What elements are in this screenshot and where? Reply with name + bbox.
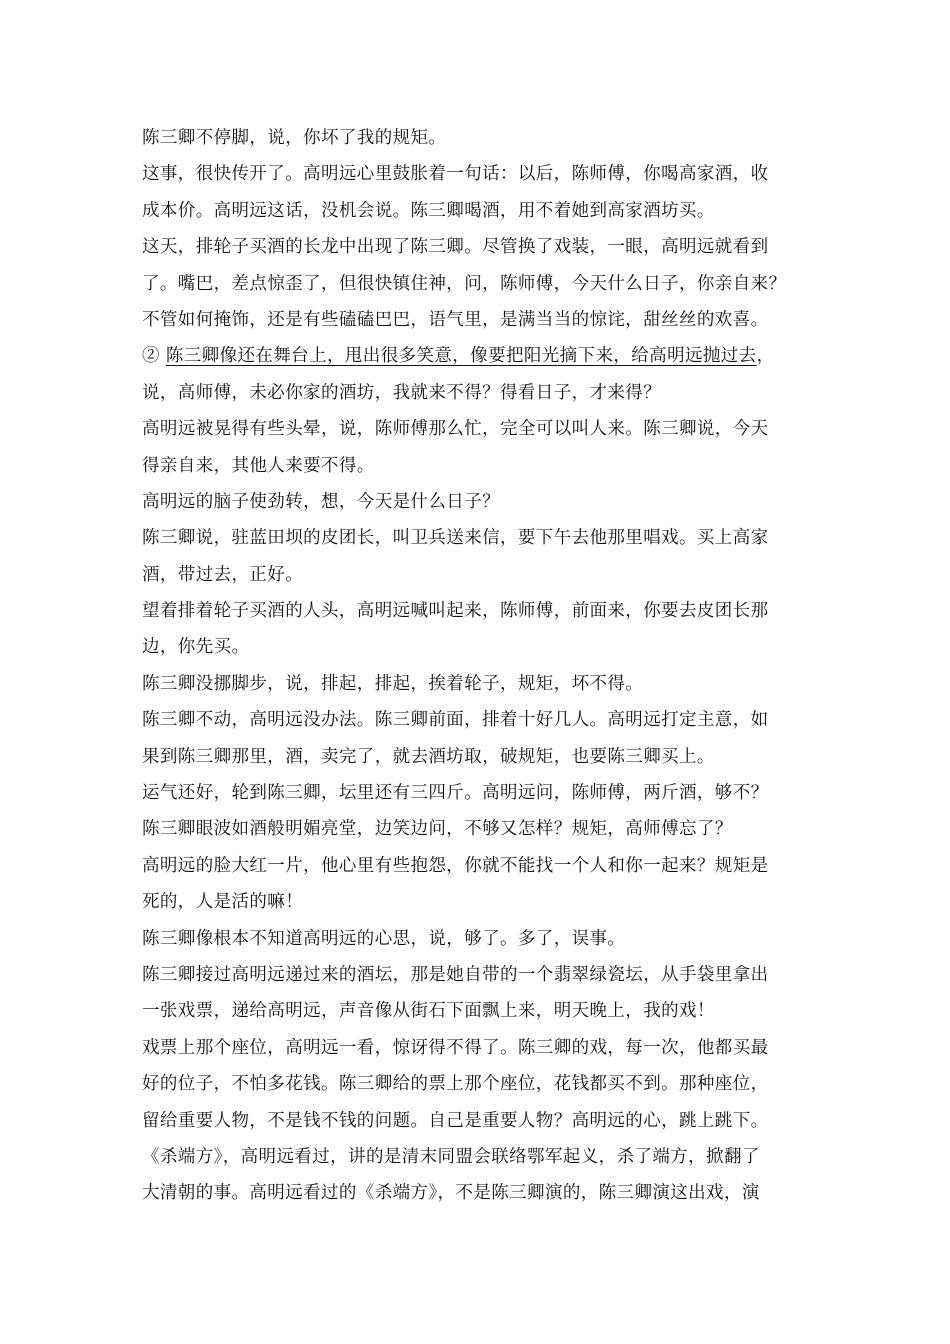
text-line: 陈三卿不动，高明远没办法。陈三卿前面，排着十好几人。高明远打定主意，如	[142, 710, 769, 731]
text-line: 留给重要人物，不是钱不钱的问题。自己是重要人物？高明远的心，跳上跳下。	[142, 1110, 769, 1131]
text-line: 《杀端方》，高明远看过，讲的是清末同盟会联络鄂军起义，杀了端方，掀翻了	[142, 1146, 760, 1167]
text-line: 果到陈三卿那里，酒，卖完了，就去酒坊取，破规矩，也要陈三卿买上。	[142, 746, 715, 767]
text-line: 运气还好，轮到陈三卿，坛里还有三四斤。高明远问，陈师傅，两斤酒，够不？	[142, 783, 769, 804]
text-line: 不管如何掩饰，还是有些磕磕巴巴，语气里，是满当当的惊诧，甜丝丝的欢喜。	[142, 309, 769, 330]
text-line: 陈三卿没挪脚步，说，排起，排起，挨着轮子，规矩，坏不得。	[142, 673, 644, 694]
text-line: 陈三卿像根本不知道高明远的心思，说，够了。多了，误事。	[142, 928, 626, 949]
text-line: 成本价。高明远这话，没机会说。陈三卿喝酒，用不着她到高家酒坊买。	[142, 200, 715, 221]
underlined-sentence: 陈三卿像还在舞台上，甩出很多笑意，像要把阳光摘下来，给高明远抛过去	[165, 346, 757, 367]
annotation-marker: ②	[142, 346, 166, 367]
document-body	[142, 120, 822, 1212]
text-line: 了。嘴巴，差点惊歪了，但很快镇住神，问，陈师傅，今天什么日子，你亲自来？	[142, 273, 787, 294]
text-line: 一张戏票，递给高明远，声音像从街石下面飘上来，明天晚上，我的戏！	[142, 1001, 715, 1022]
text-line: 这事，很快传开了。高明远心里鼓胀着一句话：以后，陈师傅，你喝高家酒，收	[142, 164, 769, 185]
text-line: 戏票上那个座位，高明远一看，惊讶得不得了。陈三卿的戏，每一次，他都买最	[142, 1037, 769, 1058]
text-line: 高明远的脸大红一片，他心里有些抱怨，你就不能找一个人和你一起来？规矩是	[142, 855, 769, 876]
text-line: 好的位子，不怕多花钱。陈三卿给的票上那个座位，花钱都买不到。那种座位，	[142, 1074, 769, 1095]
text-line: 高明远的脑子使劲转，想，今天是什么日子？	[142, 491, 500, 512]
text-line: 望着排着轮子买酒的人头，高明远喊叫起来，陈师傅，前面来，你要去皮团长那	[142, 601, 769, 622]
text-line: 陈三卿不停脚，说，你坏了我的规矩。	[142, 128, 447, 148]
text-line: 得亲自来，其他人来要不得。	[142, 455, 375, 476]
text-line: 陈三卿接过高明远递过来的酒坛，那是她自带的一个翡翠绿瓷坛，从手袋里拿出	[142, 964, 769, 985]
text-line: 陈三卿眼波如酒般明媚亮堂，边笑边问，不够又怎样？规矩，高师傅忘了？	[142, 819, 733, 840]
text-line: 大清朝的事。高明远看过的《杀端方》，不是陈三卿演的，陈三卿演这出戏，演	[142, 1183, 760, 1204]
text-line: 酒，带过去，正好。	[142, 564, 304, 585]
text-line: 陈三卿说，驻蓝田坝的皮团长，叫卫兵送来信，要下午去他那里唱戏。买上高家	[142, 528, 769, 549]
trailing-punctuation: ，	[756, 346, 775, 367]
text-line: 说，高师傅，未必你家的酒坊，我就来不得？得看日子，才来得？	[142, 382, 662, 403]
text-line: 这天，排轮子买酒的长龙中出现了陈三卿。尽管换了戏装，一眼，高明远就看到	[142, 237, 769, 258]
text-line: 死的，人是活的嘛！	[142, 892, 304, 913]
text-line: 高明远被晃得有些头晕，说，陈师傅那么忙，完全可以叫人来。陈三卿说，今天	[142, 419, 769, 440]
text-line-annotated	[142, 338, 822, 374]
text-line: 边，你先买。	[142, 637, 250, 658]
